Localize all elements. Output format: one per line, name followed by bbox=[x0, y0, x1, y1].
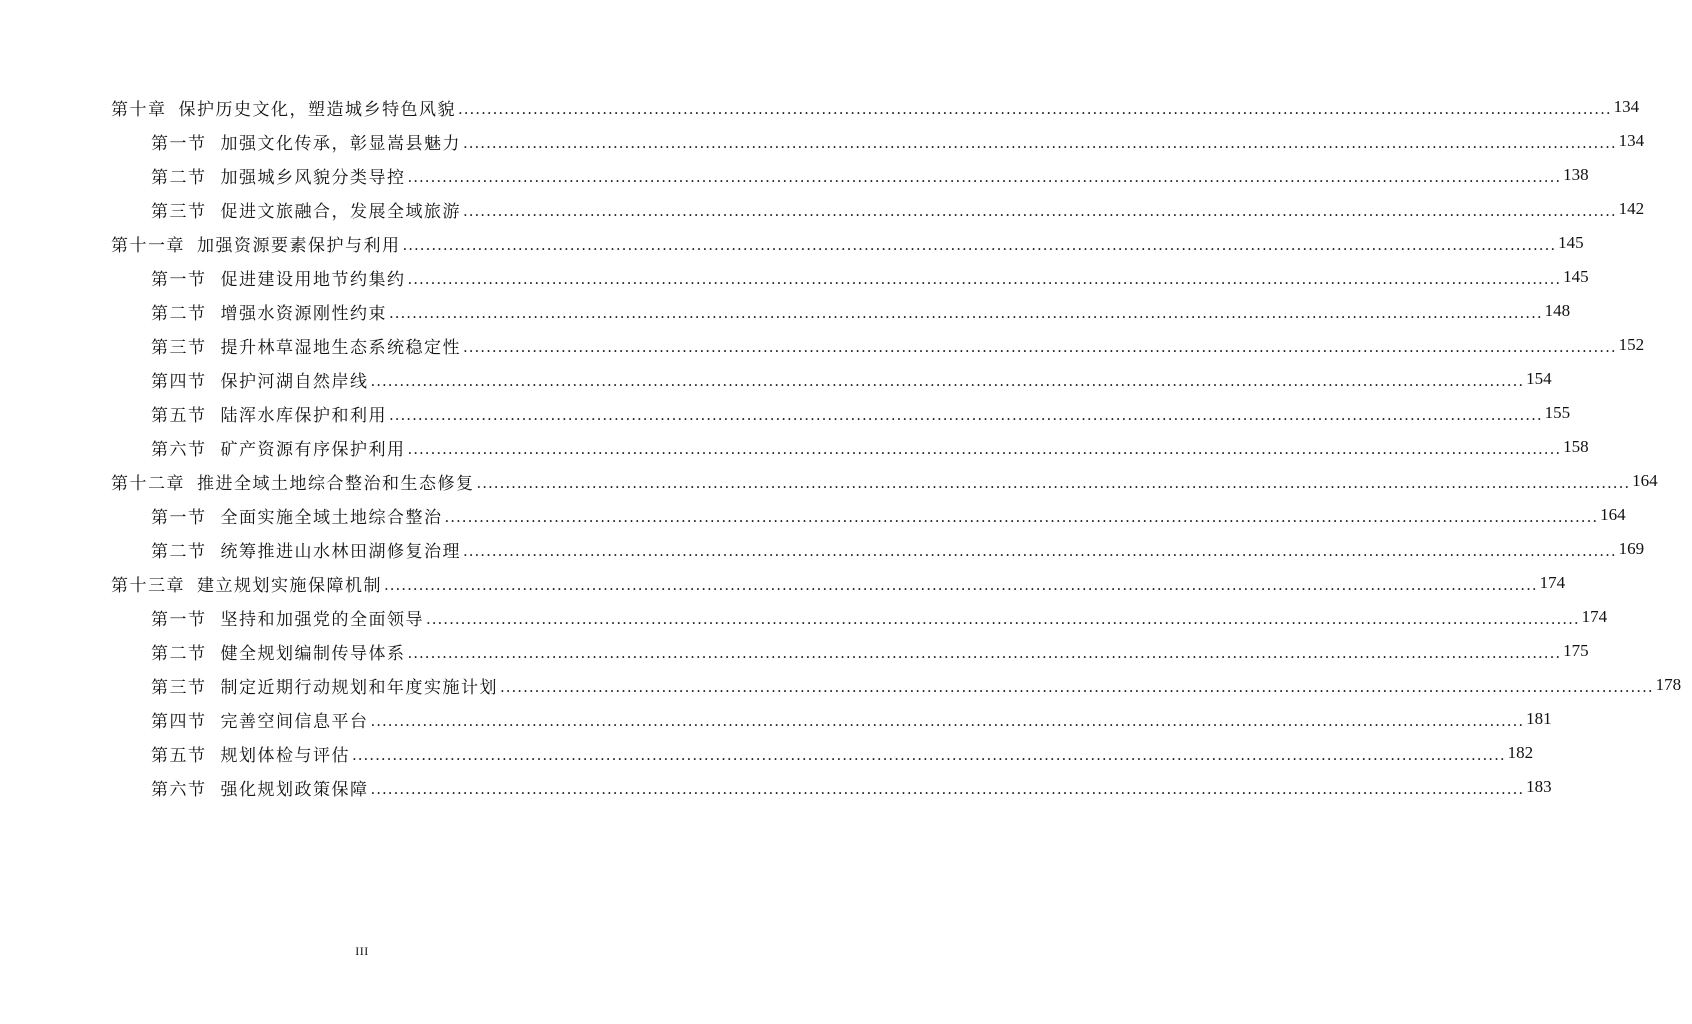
toc-entry-label bbox=[151, 775, 369, 800]
toc-entry-number: 第十三章 bbox=[111, 575, 185, 596]
toc-entry-number: 第三节 bbox=[151, 337, 207, 358]
toc-entry-number: 第四节 bbox=[151, 711, 207, 732]
toc-entry-title: 推进全域土地综合整治和生态修复 bbox=[197, 473, 475, 494]
toc-entry-page: 148 bbox=[1544, 301, 1571, 320]
toc-entry-label bbox=[151, 707, 369, 732]
toc-section-entry[interactable] bbox=[0, 260, 1589, 294]
toc-entry-number: 第十一章 bbox=[111, 235, 185, 256]
toc-entry-label bbox=[151, 197, 461, 222]
toc-entry-number: 第二节 bbox=[151, 303, 207, 324]
dot-leader: ........................................................................................................................................................................................................ bbox=[458, 100, 1612, 118]
dot-leader: ........................................................................................................................................................................................................ bbox=[407, 440, 1562, 458]
toc-entry-number: 第二节 bbox=[151, 541, 207, 562]
toc-entry-label bbox=[151, 741, 350, 766]
toc-entry-page: 174 bbox=[1539, 573, 1566, 592]
toc-entry-page: 152 bbox=[1618, 335, 1645, 354]
toc-entry-number: 第一节 bbox=[151, 507, 207, 528]
toc-entry-number: 第三节 bbox=[151, 677, 207, 698]
toc-section-entry[interactable] bbox=[0, 124, 1645, 158]
dot-leader: ........................................................................................................................................................................................................ bbox=[426, 610, 1580, 628]
toc-entry-label bbox=[151, 163, 406, 188]
toc-section-entry[interactable] bbox=[0, 158, 1589, 192]
toc-section-entry[interactable] bbox=[0, 702, 1552, 736]
dot-leader: ........................................................................................................................................................................................................ bbox=[463, 542, 1617, 560]
table-of-contents bbox=[0, 90, 1682, 804]
toc-entry-title: 加强资源要素保护与利用 bbox=[197, 235, 401, 256]
dot-leader: ........................................................................................................................................................................................................ bbox=[389, 304, 1543, 322]
toc-entry-title: 完善空间信息平台 bbox=[220, 711, 369, 732]
toc-entry-title: 强化规划政策保障 bbox=[220, 779, 369, 800]
toc-entry-label bbox=[151, 639, 406, 664]
toc-entry-label bbox=[111, 571, 382, 596]
toc-entry-page: 138 bbox=[1563, 165, 1589, 184]
toc-entry-label bbox=[151, 537, 461, 562]
toc-entry-label bbox=[151, 299, 387, 324]
toc-chapter-entry[interactable] bbox=[0, 464, 1658, 498]
toc-entry-title: 陆浑水库保护和利用 bbox=[220, 405, 387, 426]
dot-leader: ........................................................................................................................................................................................................ bbox=[407, 270, 1562, 288]
toc-entry-title: 矿产资源有序保护利用 bbox=[220, 439, 406, 460]
toc-entry-title: 制定近期行动规划和年度实施计划 bbox=[220, 677, 498, 698]
toc-entry-label bbox=[151, 605, 424, 630]
toc-entry-page: 142 bbox=[1618, 199, 1645, 218]
toc-entry-label bbox=[151, 367, 369, 392]
toc-entry-title: 统筹推进山水林田湖修复治理 bbox=[220, 541, 461, 562]
toc-section-entry[interactable] bbox=[0, 192, 1645, 226]
toc-section-entry[interactable] bbox=[0, 532, 1645, 566]
dot-leader: ........................................................................................................................................................................................................ bbox=[407, 168, 1562, 186]
toc-entry-title: 坚持和加强党的全面领导 bbox=[220, 609, 424, 630]
toc-entry-title: 提升林草湿地生态系统稳定性 bbox=[220, 337, 461, 358]
toc-chapter-entry[interactable] bbox=[0, 226, 1584, 260]
toc-chapter-entry[interactable] bbox=[0, 566, 1566, 600]
toc-entry-number: 第十章 bbox=[111, 99, 167, 120]
toc-entry-page: 145 bbox=[1563, 267, 1589, 286]
toc-entry-page: 182 bbox=[1507, 743, 1534, 762]
toc-entry-title: 规划体检与评估 bbox=[220, 745, 350, 766]
toc-entry-page: 174 bbox=[1581, 607, 1608, 626]
toc-section-entry[interactable] bbox=[0, 430, 1589, 464]
toc-entry-title: 增强水资源刚性约束 bbox=[220, 303, 387, 324]
toc-entry-page: 155 bbox=[1544, 403, 1571, 422]
toc-entry-page: 178 bbox=[1655, 675, 1682, 694]
toc-entry-label bbox=[111, 469, 475, 494]
toc-entry-number: 第五节 bbox=[151, 745, 207, 766]
toc-entry-page: 154 bbox=[1526, 369, 1552, 388]
page-number: III bbox=[355, 944, 369, 958]
toc-entry-title: 促进建设用地节约集约 bbox=[220, 269, 406, 290]
toc-chapter-entry[interactable] bbox=[0, 90, 1640, 124]
toc-entry-number: 第五节 bbox=[151, 405, 207, 426]
toc-section-entry[interactable] bbox=[0, 498, 1626, 532]
toc-entry-number: 第三节 bbox=[151, 201, 207, 222]
toc-entry-page: 181 bbox=[1526, 709, 1552, 728]
toc-entry-number: 第六节 bbox=[151, 779, 207, 800]
toc-section-entry[interactable] bbox=[0, 294, 1571, 328]
toc-section-entry[interactable] bbox=[0, 668, 1682, 702]
toc-entry-label bbox=[111, 95, 456, 120]
toc-section-entry[interactable] bbox=[0, 634, 1589, 668]
toc-entry-number: 第一节 bbox=[151, 133, 207, 154]
toc-entry-label bbox=[151, 401, 387, 426]
toc-entry-number: 第一节 bbox=[151, 609, 207, 630]
toc-section-entry[interactable] bbox=[0, 328, 1645, 362]
dot-leader: ........................................................................................................................................................................................................ bbox=[370, 780, 1525, 798]
toc-entry-page: 158 bbox=[1563, 437, 1589, 456]
toc-entry-page: 175 bbox=[1563, 641, 1589, 660]
toc-entry-title: 保护河湖自然岸线 bbox=[220, 371, 369, 392]
dot-leader: ........................................................................................................................................................................................................ bbox=[384, 576, 1538, 594]
toc-entry-page: 169 bbox=[1618, 539, 1645, 558]
toc-entry-title: 全面实施全域土地综合整治 bbox=[220, 507, 443, 528]
dot-leader: ........................................................................................................................................................................................................ bbox=[370, 372, 1525, 390]
dot-leader: ........................................................................................................................................................................................................ bbox=[407, 644, 1562, 662]
toc-entry-label bbox=[151, 673, 498, 698]
toc-entry-label bbox=[151, 503, 443, 528]
toc-entry-page: 164 bbox=[1600, 505, 1626, 524]
toc-section-entry[interactable] bbox=[0, 770, 1552, 804]
toc-section-entry[interactable] bbox=[0, 736, 1534, 770]
toc-section-entry[interactable] bbox=[0, 600, 1608, 634]
toc-entry-label bbox=[151, 435, 406, 460]
toc-entry-label bbox=[151, 129, 461, 154]
toc-entry-number: 第六节 bbox=[151, 439, 207, 460]
toc-entry-page: 164 bbox=[1632, 471, 1658, 490]
toc-entry-number: 第二节 bbox=[151, 643, 207, 664]
toc-section-entry[interactable] bbox=[0, 396, 1571, 430]
toc-entry-label bbox=[111, 231, 401, 256]
toc-entry-page: 134 bbox=[1618, 131, 1645, 150]
toc-entry-number: 第十二章 bbox=[111, 473, 185, 494]
dot-leader: ........................................................................................................................................................................................................ bbox=[463, 202, 1617, 220]
toc-entry-title: 加强文化传承，彰显嵩县魅力 bbox=[220, 133, 461, 154]
toc-section-entry[interactable] bbox=[0, 362, 1552, 396]
toc-entry-page: 134 bbox=[1613, 97, 1640, 116]
toc-entry-number: 第一节 bbox=[151, 269, 207, 290]
dot-leader: ........................................................................................................................................................................................................ bbox=[389, 406, 1543, 424]
dot-leader: ........................................................................................................................................................................................................ bbox=[370, 712, 1525, 730]
dot-leader: ........................................................................................................................................................................................................ bbox=[463, 134, 1617, 152]
toc-entry-page: 183 bbox=[1526, 777, 1552, 796]
toc-entry-title: 保护历史文化，塑造城乡特色风貌 bbox=[178, 99, 456, 120]
toc-entry-title: 建立规划实施保障机制 bbox=[197, 575, 382, 596]
dot-leader: ........................................................................................................................................................................................................ bbox=[476, 474, 1631, 492]
toc-entry-number: 第二节 bbox=[151, 167, 207, 188]
toc-entry-title: 加强城乡风貌分类导控 bbox=[220, 167, 406, 188]
toc-entry-number: 第四节 bbox=[151, 371, 207, 392]
dot-leader: ........................................................................................................................................................................................................ bbox=[352, 746, 1506, 764]
toc-entry-title: 健全规划编制传导体系 bbox=[220, 643, 406, 664]
toc-entry-label bbox=[151, 333, 461, 358]
dot-leader: ........................................................................................................................................................................................................ bbox=[463, 338, 1617, 356]
dot-leader: ........................................................................................................................................................................................................ bbox=[444, 508, 1599, 526]
dot-leader: ........................................................................................................................................................................................................ bbox=[500, 678, 1654, 696]
toc-entry-title: 促进文旅融合，发展全域旅游 bbox=[220, 201, 461, 222]
dot-leader: ........................................................................................................................................................................................................ bbox=[402, 236, 1557, 254]
toc-entry-label bbox=[151, 265, 406, 290]
toc-entry-page: 145 bbox=[1558, 233, 1584, 252]
